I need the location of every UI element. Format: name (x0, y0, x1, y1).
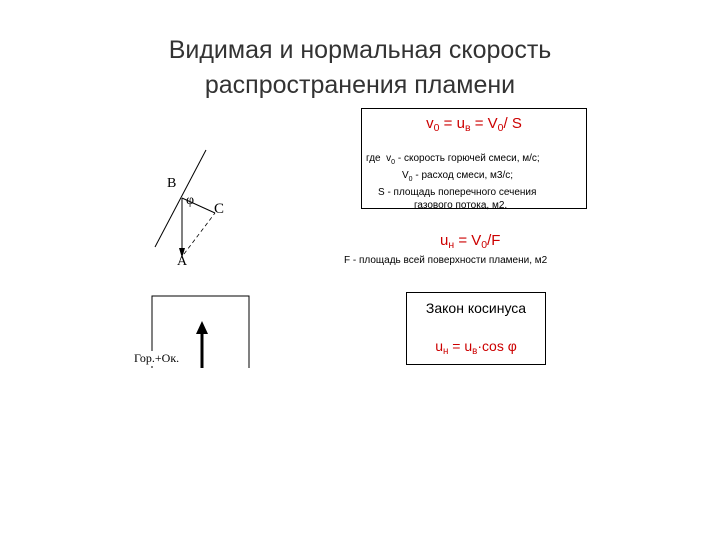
definition-V0: $V_0$ - расход смеси, м3/с; (402, 170, 514, 183)
label-phi: φ (186, 193, 195, 208)
visible-speed-formula: $v_0 = u_в = V_0/$ S (426, 115, 522, 134)
slide-title-line1: Видимая и нормальная скорость (168, 36, 552, 64)
burner-label: Гор.+Ок. (134, 351, 180, 365)
label-A: A (177, 254, 188, 269)
definition-S: S - площадь поперечного сечения (378, 187, 537, 198)
label-B: B (167, 176, 177, 191)
definition-v0: где $v_0$ - скорость горючей смеси, м/с; (366, 153, 540, 166)
cosine-law-label: Закон косинуса (425, 300, 527, 316)
cosine-law-formula: $u_н = u_в\cdot\cos$ φ (435, 338, 517, 357)
flame-front-line (155, 150, 206, 247)
flow-arrow-head (196, 321, 208, 334)
definition-S-cont: газового потока, м2. (414, 200, 508, 211)
normal-speed-formula: $u_н = V_0/F$ (440, 232, 501, 251)
dashed-line-AC (184, 213, 215, 254)
label-C: C (214, 201, 225, 217)
normal-formula-definition: F - площадь всей поверхности пламени, м2 (344, 255, 548, 266)
slide-title-line2: распространения пламени (204, 71, 516, 99)
